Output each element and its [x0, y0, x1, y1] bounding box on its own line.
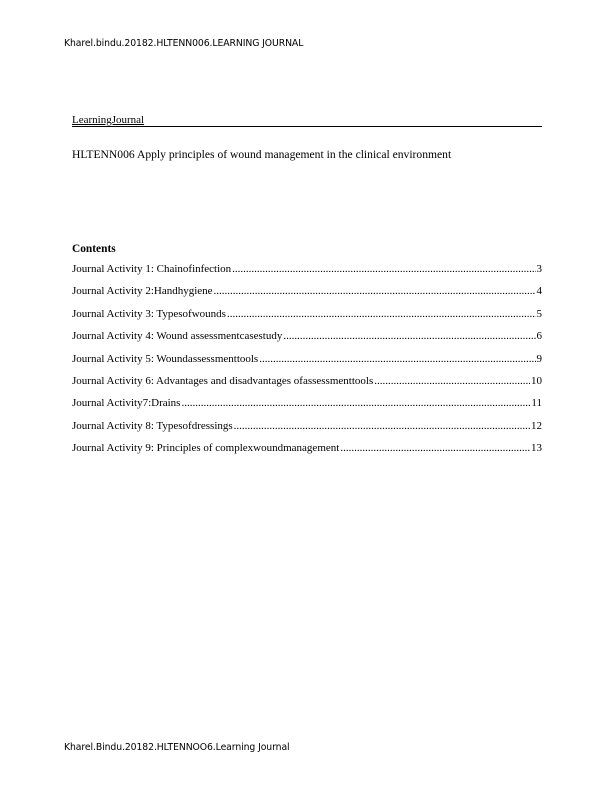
page-footer: Kharel.Bindu.20182.HLTENNOO6.Learning Journal: [64, 742, 290, 753]
toc-entry-title: Journal Activity 8: Typesofdressings: [72, 419, 233, 432]
toc-entry-activity-2[interactable]: [72, 284, 542, 306]
toc-dot-leader: [259, 352, 535, 366]
toc-entry-title: Journal Activity 2:Handhygiene: [72, 285, 213, 298]
toc-dot-leader: [234, 419, 530, 433]
toc-entry-title: Journal Activity 6: Advantages and disadvantages ofassessmenttools: [72, 374, 374, 387]
toc-dot-leader: [283, 329, 535, 343]
toc-entry-activity-3[interactable]: [72, 307, 542, 329]
toc-dot-leader: [232, 262, 535, 276]
toc-page-number: 12: [531, 419, 542, 432]
toc-page-number: 3: [536, 263, 542, 275]
toc-dot-leader: [181, 396, 530, 410]
toc-entry-title: Journal Activity 1: Chainofinfection: [72, 263, 232, 275]
toc-page-number: 4: [536, 285, 542, 298]
toc-page-number: 5: [536, 307, 542, 320]
toc-page-number: 11: [531, 397, 542, 410]
toc-dot-leader: [374, 374, 530, 388]
toc-page-number: 10: [531, 374, 542, 387]
toc-page-number: 13: [531, 442, 542, 455]
document-label-line: [72, 114, 542, 127]
toc-entry-title: Journal Activity 3: Typesofwounds: [72, 307, 226, 320]
toc-entry-activity-4[interactable]: [72, 329, 542, 351]
document-subtitle: HLTENN006 Apply principles of wound management in the clinical environment: [72, 148, 452, 161]
toc-entry-activity-1[interactable]: [72, 262, 542, 284]
toc-entry-activity-9[interactable]: [72, 441, 542, 463]
toc-dot-leader: [214, 284, 536, 298]
toc-entry-title: Journal Activity7:Drains: [72, 397, 181, 410]
page-header: Kharel.bindu.20182.HLTENN006.LEARNING JOURNAL: [64, 38, 304, 49]
toc-entry-title: Journal Activity 5: Woundassessmenttools: [72, 352, 259, 365]
toc-entry-activity-6[interactable]: [72, 374, 542, 396]
toc-page-number: 9: [536, 352, 542, 365]
toc-dot-leader: [227, 307, 536, 321]
toc-page-number: 6: [536, 330, 542, 343]
toc-entry-title: Journal Activity 4: Wound assessmentcasestudy: [72, 330, 283, 343]
table-of-contents: [72, 262, 542, 464]
toc-entry-activity-8[interactable]: [72, 419, 542, 441]
toc-entry-activity-7[interactable]: [72, 396, 542, 418]
toc-dot-leader: [340, 441, 530, 455]
document-label: LearningJournal: [72, 114, 145, 126]
toc-entry-title: Journal Activity 9: Principles of complexwoundmanagement: [72, 442, 340, 455]
contents-heading: Contents: [72, 243, 116, 255]
toc-entry-activity-5[interactable]: [72, 352, 542, 374]
